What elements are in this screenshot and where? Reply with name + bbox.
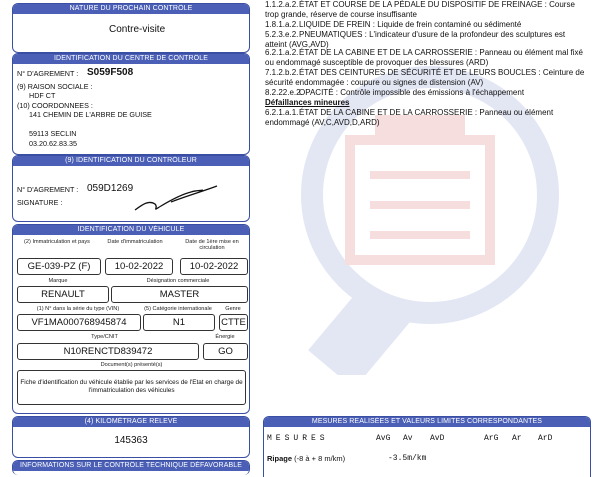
- measures-col: AvG: [376, 434, 391, 443]
- minor-defect-item: [265, 108, 585, 128]
- ripage-range: (-8 à + 8 m/km): [294, 454, 346, 463]
- mileage-header: (4) KILOMÉTRAGE RELEVÉ: [13, 417, 249, 427]
- vin-caption: (1) N° dans la série du type (VIN): [36, 306, 120, 312]
- center-address1: 141 CHEMIN DE L'ARBRE DE GUISE: [29, 110, 152, 119]
- center-header: IDENTIFICATION DU CENTRE DE CONTRÔLE: [13, 54, 249, 64]
- type-field: N10RENCTD839472: [17, 343, 199, 360]
- defect-text: ÉTAT ET COURSE DE LA PÉDALE DU DISPOSITIF DE FREINAGE : Course trop grande, réserve de course insuffisante: [265, 0, 575, 19]
- date-first-field: 10-02-2022: [180, 258, 248, 275]
- measures-panel: [263, 416, 591, 477]
- mileage-panel: [12, 416, 250, 458]
- measures-col: ArD: [538, 434, 553, 443]
- defect-item: [265, 88, 585, 98]
- defect-code: 1.1.2.a.2.: [265, 0, 299, 9]
- immat-field: GE-039-PZ (F): [17, 258, 101, 275]
- mileage-value: 145363: [114, 435, 148, 446]
- center-agrement-value: S059F508: [87, 67, 134, 78]
- next-control-panel: [12, 3, 250, 53]
- next-control-header: NATURE DU PROCHAIN CONTRÔLE: [13, 4, 249, 14]
- defect-text: ÉTAT DES CEINTURES DE SÉCURITÉ ET DE LEURS BOUCLES : Ceinture de sécurité endommagée : coupure ou signes de distension (AV): [265, 68, 585, 87]
- energie-caption: Énergie: [215, 334, 235, 340]
- categorie-caption: (5) Catégorie internationale: [144, 306, 212, 312]
- signature-icon: [131, 182, 221, 214]
- defect-code: 6.2.1.a.2.: [265, 48, 299, 57]
- defect-text: PNEUMATIQUES : L'indicateur d'usure de la profondeur des sculptures est atteint (AVG,AVD): [265, 30, 566, 49]
- date-first-caption: Date de 1ère mise en circulation: [185, 239, 239, 251]
- minor-defect-code: 6.2.1.a.1.: [265, 108, 299, 117]
- defect-code: 5.2.3.e.2.: [265, 30, 299, 39]
- center-raison-value: HDF CT: [29, 91, 56, 100]
- categorie-field: N1: [143, 314, 215, 331]
- minor-defect-text: ÉTAT DE LA CABINE ET DE LA CARROSSERIE : Panneau ou élément endommagé (AV,C,AVD,D,ARD): [265, 108, 554, 127]
- center-address2: 59113 SECLIN: [29, 129, 77, 138]
- defect-text: ÉTAT DE LA CABINE ET DE LA CARROSSERIE : Panneau ou élément mal fixé ou endommagé susceptible de provoquer des blessures (ARD): [265, 48, 583, 67]
- energie-field: GO: [203, 343, 248, 360]
- vehicle-panel: [12, 224, 250, 414]
- vin-field: VF1MA000768945874: [17, 314, 141, 331]
- controller-panel: [12, 155, 250, 222]
- ripage-row: [267, 454, 345, 463]
- defect-item: [265, 30, 585, 50]
- date-immat-caption: Date d'immatriculation: [107, 239, 163, 245]
- minor-header: Défaillances mineures: [265, 98, 350, 107]
- next-control-value: Contre-visite: [109, 24, 166, 35]
- measures-col: Ar: [512, 434, 522, 443]
- measures-header: MESURES REALISÉES ET VALEURS LIMITES CORRESPONDANTES: [264, 417, 590, 427]
- genre-field: CTTE: [219, 314, 248, 331]
- defect-item: [265, 48, 585, 68]
- defect-item: [265, 0, 585, 20]
- controller-signature-label: SIGNATURE :: [17, 198, 63, 207]
- defect-code: 1.8.1.a.2.: [265, 20, 299, 29]
- measures-col: Av: [403, 434, 413, 443]
- marque-caption: Marque: [48, 278, 68, 284]
- center-raison-label: (9) RAISON SOCIALE :: [17, 82, 93, 91]
- center-agrement-label: N° D'AGREMENT :: [17, 69, 79, 78]
- controller-agrement-value: 059D1269: [87, 183, 134, 194]
- center-coord-label: (10) COORDONNEES :: [17, 101, 93, 110]
- designation-caption: Désignation commerciale: [146, 278, 210, 284]
- ripage-value: -3.5m/km: [388, 454, 427, 463]
- date-immat-field: 10-02-2022: [105, 258, 173, 275]
- type-caption: Type/CNIT: [91, 334, 118, 340]
- measures-col: ArG: [484, 434, 499, 443]
- designation-field: MASTER: [111, 286, 248, 303]
- defect-text: OPACITÉ : Contrôle impossible des émissions à l'échappement: [299, 88, 525, 97]
- center-phone: 03.20.62.83.35: [29, 139, 77, 148]
- controller-header: (9) IDENTIFICATION DU CONTRÔLEUR: [13, 156, 249, 166]
- defect-code: 8.2.22.e.2.: [265, 88, 303, 97]
- bottom-panel: [12, 460, 250, 475]
- measures-title: MESURES: [267, 434, 329, 443]
- defect-item: [265, 20, 585, 30]
- measures-col: AvD: [430, 434, 445, 443]
- defect-item: [265, 68, 585, 88]
- vehicle-header: IDENTIFICATION DU VÉHICULE: [13, 225, 249, 235]
- defect-text: LIQUIDE DE FREIN : Liquide de frein contaminé ou sédimenté: [299, 20, 522, 29]
- center-panel: [12, 53, 250, 155]
- defect-code: 7.1.2.b.2.: [265, 68, 299, 77]
- marque-field: RENAULT: [17, 286, 109, 303]
- genre-caption: Genre: [225, 306, 241, 312]
- documents-caption: Document(s) présenté(s): [100, 362, 163, 368]
- documents-field: Fiche d'identification du véhicule établie par les services de l'Etat en charge de l'immatriculation des véhicules: [17, 370, 246, 405]
- immat-caption: (2) Immatriculation et pays: [24, 239, 90, 245]
- controller-agrement-label: N° D'AGREMENT :: [17, 185, 79, 194]
- ripage-label: Ripage: [267, 454, 293, 463]
- bottom-band: INFORMATIONS SUR LE CONTRÔLE TECHNIQUE DÉFAVORABLE: [13, 461, 249, 471]
